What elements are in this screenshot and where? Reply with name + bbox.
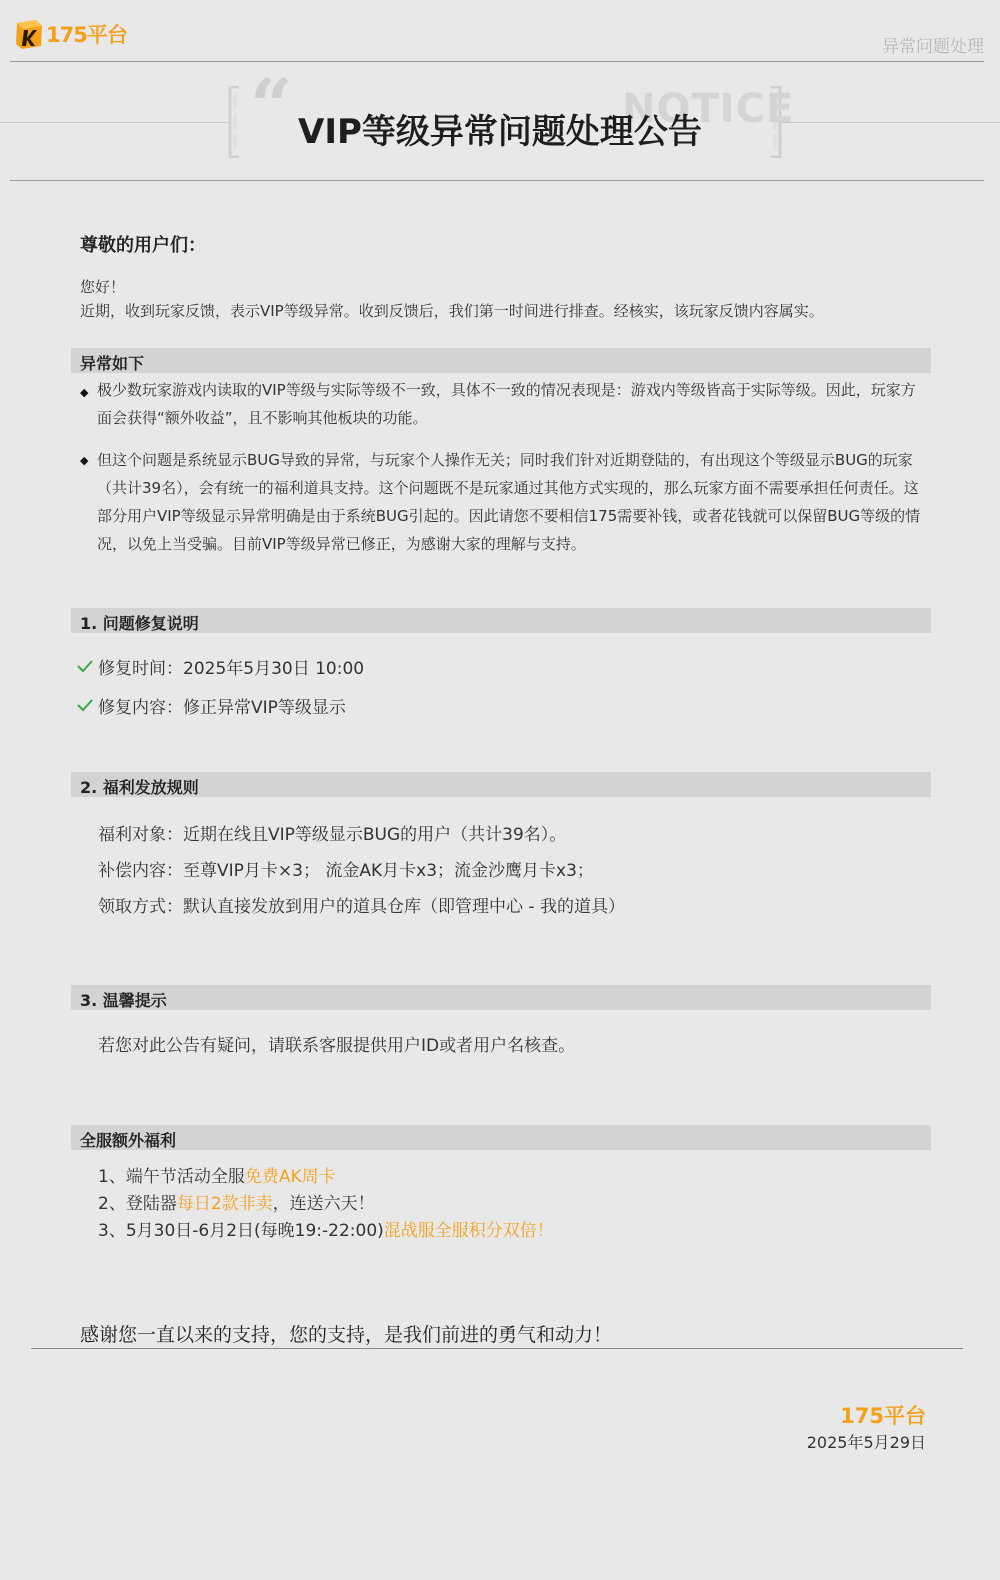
fix-content: 修复内容：修正异常VIP等级显示 [98,698,346,718]
extra-item [98,1162,336,1187]
section-title: 异常如下 [80,354,145,373]
logo-text: 175平台 [46,23,127,47]
extra-item-highlight: 混战服全服积分双倍！ [383,1221,554,1241]
section-tips-header [71,985,931,1010]
anomaly-item: 但这个问题是系统显示BUG导致的异常，与玩家个人操作无关；同时我们针对近期登陆的，有出现这个等级显示BUG的玩家（共计39名），会有统一的福利道具支持。这个问题既不是玩家通过其他方式实现的，那么玩家方面不需要承担任何责任。这部分用户VIP等级显示异常明确是由于系统BUG引起的。因此请您不要相信175需要补钱，或者花钱就可以保留BUG等级的情况，以免上当受骗。目前VIP等级异常已修正，为感谢大家的理解与支持。 [97,451,921,553]
diamond-bullet-icon: ◆ [80,386,89,399]
title-quote-mark: “ [250,64,293,150]
footer-divider [31,1348,963,1349]
extra-item [98,1216,554,1241]
header-category: 异常问题处理 [882,37,984,57]
title-watermark: NOTICE [622,86,795,132]
extra-item-highlight: 每日2款非卖 [176,1194,273,1214]
extra-item-prefix: 1、端午节活动全服 [98,1167,245,1187]
page-title: VIP等级异常问题处理公告 [298,112,702,152]
extra-item-highlight: 免费AK周卡 [244,1167,336,1187]
section-welfare-header [71,772,931,797]
greeting: 尊敬的用户们： [80,235,206,256]
welfare-method: 领取方式：默认直接发放到用户的道具仓库（即管理中心 - 我的道具） [98,897,625,917]
title-divider [10,180,984,181]
check-icon [76,697,94,713]
extra-item [98,1189,375,1214]
logo-k-icon [14,18,44,50]
section-title: 2. 福利发放规则 [80,778,199,797]
section-fix-header [71,608,931,633]
extra-item-prefix: 3、5月30日-6月2日(每晚19:-22:00) [98,1221,384,1241]
intro-text: 近期，收到玩家反馈，表示VIP等级异常。收到反馈后，我们第一时间进行排查。经核实，该玩家反馈内容属实。 [80,302,824,320]
tips-text: 若您对此公告有疑问，请联系客服提供用户ID或者用户名核查。 [98,1036,576,1056]
extra-item-prefix: 2、登陆器 [98,1194,177,1214]
section-title: 全服额外福利 [80,1131,177,1150]
fix-time: 修复时间：2025年5月30日 10:00 [98,659,365,679]
signature-date: 2025年5月29日 [806,1433,926,1452]
signature-brand: 175平台 [840,1404,926,1428]
section-anomaly-header [71,348,931,373]
extra-item-suffix: ，连送六天！ [272,1194,375,1214]
section-extra-header [71,1125,931,1150]
welfare-compensation: 补偿内容：至尊VIP月卡×3； 流金AK月卡x3；流金沙鹰月卡x3； [98,861,594,881]
section-title: 3. 温馨提示 [80,991,167,1010]
thanks-text: 感谢您一直以来的支持，您的支持，是我们前进的勇气和动力！ [80,1324,613,1346]
anomaly-item: 极少数玩家游戏内读取的VIP等级与实际等级不一致，具体不一致的情况表现是：游戏内等级皆高于实际等级。因此，玩家方面会获得“额外收益”，且不影响其他板块的功能。 [97,381,916,427]
section-title: 1. 问题修复说明 [80,614,199,633]
diamond-bullet-icon: ◆ [80,454,89,467]
check-icon [76,658,94,674]
header-divider [10,61,984,62]
hello-text: 您好！ [80,278,126,296]
welfare-target: 福利对象：近期在线且VIP等级显示BUG的用户（共计39名）。 [98,825,567,845]
site-logo[interactable] [14,18,127,50]
